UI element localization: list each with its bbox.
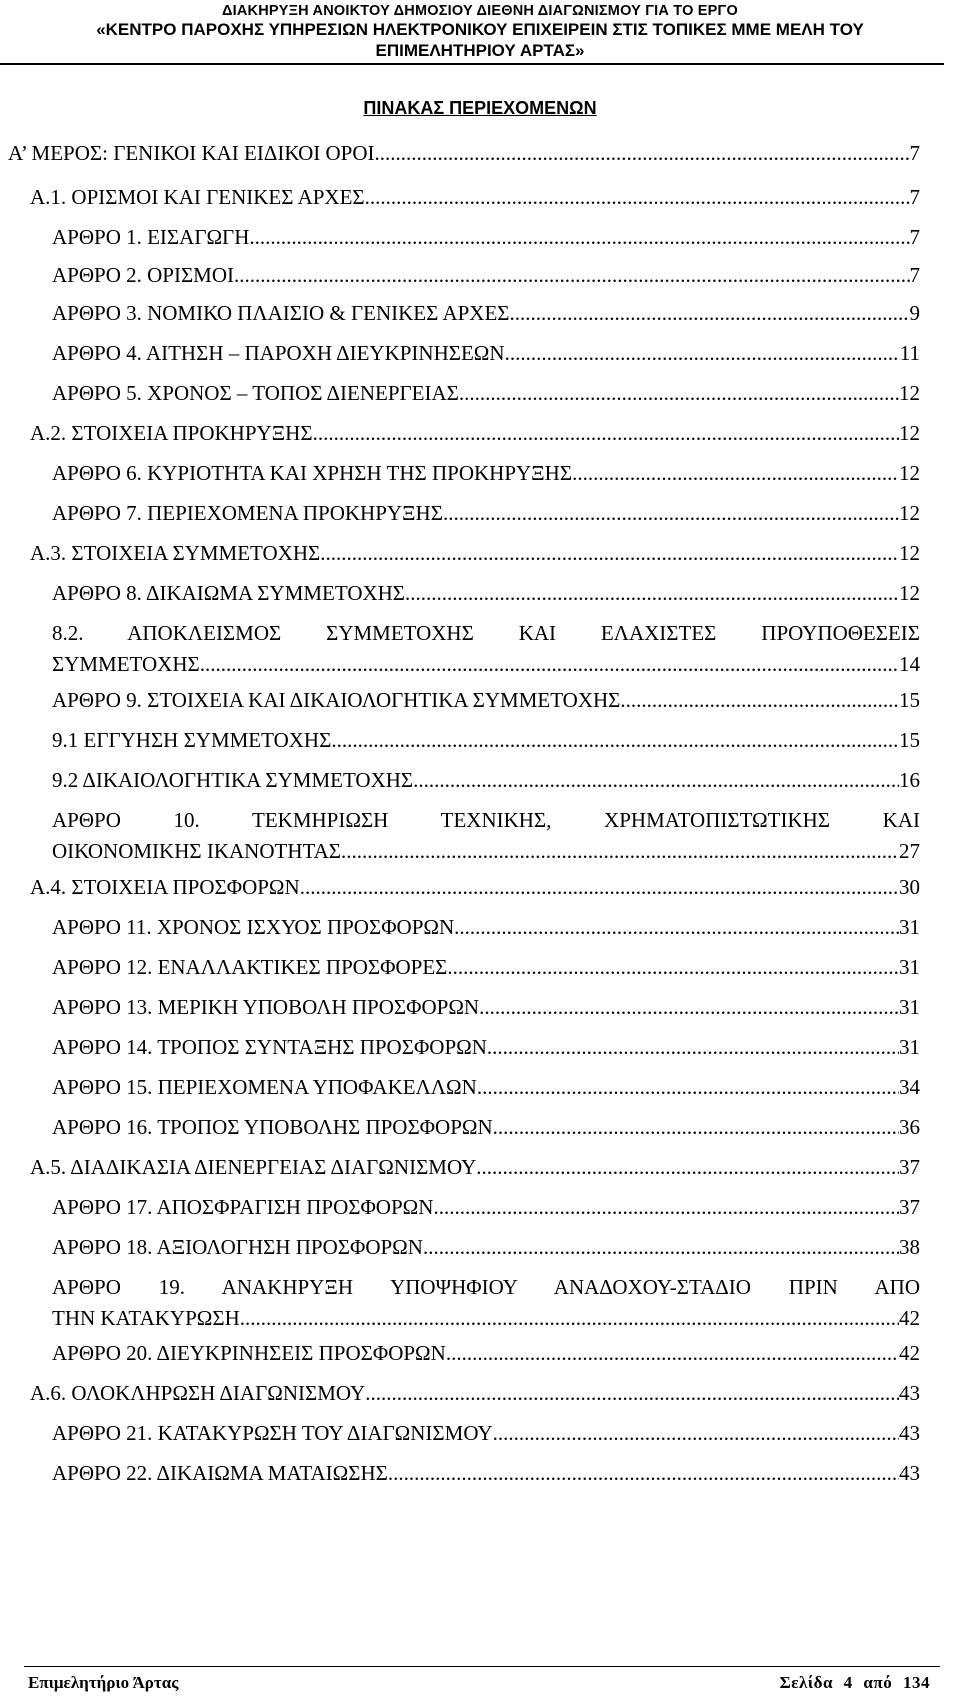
toc-dot-leader xyxy=(459,378,899,409)
toc-entry[interactable] xyxy=(30,538,920,569)
toc-entry-page: 42 xyxy=(899,1306,920,1330)
toc-entry[interactable] xyxy=(52,1032,920,1063)
toc-entry-title: ΑΡΘΡΟ 17. ΑΠΟΣΦΡΑΓΙΣΗ ΠΡΟΣΦΟΡΩΝ xyxy=(52,1195,434,1219)
toc-entry[interactable] xyxy=(52,458,920,489)
toc-entry-title: ΑΡΘΡΟ 3. ΝΟΜΙΚΟ ΠΛΑΙΣΙΟ & ΓΕΝΙΚΕΣ ΑΡΧΕΣ xyxy=(52,301,510,325)
toc-dot-leader xyxy=(365,1378,899,1409)
toc-entry[interactable] xyxy=(30,182,920,213)
toc-entry-page: 37 xyxy=(899,1195,920,1219)
toc-entry-page: 9 xyxy=(909,301,920,325)
toc-entry-title-line-1: ΑΡΘΡΟ 10. ΤΕΚΜΗΡΙΩΣΗ ΤΕΧΝΙΚΗΣ, ΧΡΗΜΑΤΟΠΙΣΤΩΤΙΚΗΣ ΚΑΙ xyxy=(52,808,920,832)
toc-entry-page: 7 xyxy=(909,141,920,165)
toc-entry-title: ΣΥΜΜΕΤΟΧΗΣ xyxy=(52,652,200,676)
toc-entry[interactable] xyxy=(52,952,920,983)
toc-entry[interactable] xyxy=(52,765,920,796)
toc-entry[interactable] xyxy=(30,1378,920,1409)
toc-entry-title: Α.6. ΟΛΟΚΛΗΡΩΣΗ ΔΙΑΓΩΝΙΣΜΟΥ xyxy=(30,1381,366,1405)
toc-entry-page: 12 xyxy=(899,461,920,485)
toc-dot-leader xyxy=(433,1192,899,1223)
header-line-1: ΔΙΑΚΗΡΥΞΗ ΑΝΟΙΚΤΟΥ ΔΗΜΟΣΙΟΥ ΔΙΕΘΝΗ ΔΙΑΓΩΝΙΣΜΟΥ ΓΙΑ ΤΟ ΕΡΓΟ xyxy=(222,3,738,19)
toc-dot-leader xyxy=(447,952,899,983)
toc-dot-leader xyxy=(423,1232,899,1263)
toc-entry-title: 9.2 ΔΙΚΑΙΟΛΟΓΗΤΙΚΑ ΣΥΜΜΕΤΟΧΗΣ xyxy=(52,768,414,792)
toc-entry[interactable] xyxy=(30,418,920,449)
toc-entry[interactable] xyxy=(52,805,920,867)
toc-entry-page: 12 xyxy=(899,581,920,605)
toc-entry-title: ΑΡΘΡΟ 1. ΕΙΣΑΓΩΓΗ xyxy=(52,225,250,249)
toc-entry[interactable] xyxy=(52,1458,920,1489)
toc-dot-leader xyxy=(505,338,900,369)
toc-dot-leader xyxy=(331,725,899,756)
toc-entry-title: ΑΡΘΡΟ 13. ΜΕΡΙΚΗ ΥΠΟΒΟΛΗ ΠΡΟΣΦΟΡΩΝ xyxy=(52,995,480,1019)
toc-entry-title: ΑΡΘΡΟ 16. ΤΡΟΠΟΣ ΥΠΟΒΟΛΗΣ ΠΡΟΣΦΟΡΩΝ xyxy=(52,1115,493,1139)
toc-entry-title: ΑΡΘΡΟ 12. ΕΝΑΛΛΑΚΤΙΚΕΣ ΠΡΟΣΦΟΡΕΣ xyxy=(52,955,448,979)
toc-entry-title: ΑΡΘΡΟ 2. ΟΡΙΣΜΟΙ xyxy=(52,263,234,287)
footer-organization: Επιμελητήριο Άρτας xyxy=(28,1673,179,1692)
toc-entry[interactable] xyxy=(52,1338,920,1369)
toc-entry-title: Α.1. ΟΡΙΣΜΟΙ ΚΑΙ ΓΕΝΙΚΕΣ ΑΡΧΕΣ xyxy=(30,185,365,209)
toc-entry-page: 7 xyxy=(909,263,920,287)
toc-dot-leader xyxy=(572,458,899,489)
toc-entry[interactable] xyxy=(52,992,920,1023)
toc-entry-title: Α.4. ΣΤΟΙΧΕΙΑ ΠΡΟΣΦΟΡΩΝ xyxy=(30,875,300,899)
header-line-3: ΕΠΙΜΕΛΗΤΗΡΙΟΥ ΑΡΤΑΣ» xyxy=(375,41,585,60)
toc-entry-title: Α.5. ΔΙΑΔΙΚΑΣΙΑ ΔΙΕΝΕΡΓΕΙΑΣ ΔΙΑΓΩΝΙΣΜΟΥ xyxy=(30,1155,477,1179)
toc-entry-page: 30 xyxy=(899,875,920,899)
toc-entry-title: Α.2. ΣΤΟΙΧΕΙΑ ΠΡΟΚΗΡΥΞΗΣ xyxy=(30,421,313,445)
toc-dot-leader xyxy=(479,992,899,1023)
footer-page-number: Σελίδα 4 από 134 xyxy=(779,1673,930,1692)
toc-entry[interactable] xyxy=(8,138,920,169)
toc-entry-title: ΑΡΘΡΟ 22. ΔΙΚΑΙΩΜΑ ΜΑΤΑΙΩΣΗΣ xyxy=(52,1461,388,1485)
toc-dot-leader xyxy=(240,1303,899,1334)
toc-entry-title: ΟΙΚΟΝΟΜΙΚΗΣ ΙΚΑΝΟΤΗΤΑΣ xyxy=(52,839,342,863)
toc-entry[interactable] xyxy=(52,578,920,609)
toc-dot-leader xyxy=(388,1458,899,1489)
toc-entry[interactable] xyxy=(52,498,920,529)
toc-entry-page: 37 xyxy=(899,1155,920,1179)
toc-entry-page: 12 xyxy=(899,421,920,445)
toc-entry-page: 27 xyxy=(899,839,920,863)
toc-entry-page: 12 xyxy=(899,381,920,405)
toc-entry-page: 42 xyxy=(899,1341,920,1365)
toc-entry-title: ΑΡΘΡΟ 15. ΠΕΡΙΕΧΟΜΕΝΑ ΥΠΟΦΑΚΕΛΛΩΝ xyxy=(52,1075,477,1099)
toc-dot-leader xyxy=(477,1072,899,1103)
toc-dot-leader xyxy=(300,872,899,903)
toc-entry-title-line-1: ΑΡΘΡΟ 19. ΑΝΑΚΗΡΥΞΗ ΥΠΟΨΗΦΙΟΥ ΑΝΑΔΟΧΟΥ-ΣΤΑΔΙΟ ΠΡΙΝ ΑΠΟ xyxy=(52,1275,920,1299)
toc-dot-leader xyxy=(374,138,909,169)
toc-entry[interactable] xyxy=(52,1192,920,1223)
toc-title: ΠΙΝΑΚΑΣ ΠΕΡΙΕΧΟΜΕΝΩΝ xyxy=(363,98,597,118)
toc-entry-title: ΤΗΝ ΚΑΤΑΚΥΡΩΣΗ xyxy=(52,1306,240,1330)
toc-entry-title: ΑΡΘΡΟ 20. ΔΙΕΥΚΡΙΝΗΣΕΙΣ ΠΡΟΣΦΟΡΩΝ xyxy=(52,1341,446,1365)
toc-entry[interactable] xyxy=(52,912,920,943)
toc-entry-title: ΑΡΘΡΟ 9. ΣΤΟΙΧΕΙΑ ΚΑΙ ΔΙΚΑΙΟΛΟΓΗΤΙΚΑ ΣΥΜΜΕΤΟΧΗΣ xyxy=(52,688,621,712)
toc-entry-page: 31 xyxy=(899,915,920,939)
toc-entry[interactable] xyxy=(52,725,920,756)
toc-dot-leader xyxy=(443,498,899,529)
toc-entry-title: ΑΡΘΡΟ 5. ΧΡΟΝΟΣ – ΤΟΠΟΣ ΔΙΕΝΕΡΓΕΙΑΣ xyxy=(52,381,459,405)
toc-entry[interactable] xyxy=(52,378,920,409)
toc-dot-leader xyxy=(234,260,910,291)
toc-entry[interactable] xyxy=(52,260,920,291)
toc-dot-leader xyxy=(320,538,899,569)
toc-entry-page: 34 xyxy=(899,1075,920,1099)
toc-entry-page: 31 xyxy=(899,995,920,1019)
toc-entry[interactable] xyxy=(52,222,920,253)
toc-entry-title-line-1: 8.2. ΑΠΟΚΛΕΙΣΜΟΣ ΣΥΜΜΕΤΟΧΗΣ ΚΑΙ ΕΛΑΧΙΣΤΕΣ ΠΡΟΥΠΟΘΕΣΕΙΣ xyxy=(52,621,920,645)
toc-dot-leader xyxy=(510,298,910,329)
toc-entry-page: 14 xyxy=(899,652,920,676)
toc-entry[interactable] xyxy=(52,1072,920,1103)
toc-dot-leader xyxy=(365,182,910,213)
toc-entry-title: ΑΡΘΡΟ 18. ΑΞΙΟΛΟΓΗΣΗ ΠΡΟΣΦΟΡΩΝ xyxy=(52,1235,423,1259)
toc-entry-page: 43 xyxy=(899,1461,920,1485)
toc-dot-leader xyxy=(249,222,909,253)
toc-entry-page: 7 xyxy=(909,185,920,209)
toc-entry-page: 16 xyxy=(899,768,920,792)
toc-entry[interactable] xyxy=(30,872,920,903)
toc-dot-leader xyxy=(200,649,899,680)
toc-entry-page: 7 xyxy=(909,225,920,249)
toc-entry-title: ΑΡΘΡΟ 7. ΠΕΡΙΕΧΟΜΕΝΑ ΠΡΟΚΗΡΥΞΗΣ xyxy=(52,501,443,525)
toc-dot-leader xyxy=(405,578,899,609)
toc-entry-title: Α’ ΜΕΡΟΣ: ΓΕΝΙΚΟΙ ΚΑΙ ΕΙΔΙΚΟΙ ΟΡΟΙ xyxy=(8,141,375,165)
toc-dot-leader xyxy=(620,685,899,716)
toc-entry-page: 31 xyxy=(899,1035,920,1059)
toc-dot-leader xyxy=(487,1032,899,1063)
toc-entry-page: 11 xyxy=(899,341,920,365)
toc-entry-page: 15 xyxy=(899,688,920,712)
toc-entry-page: 12 xyxy=(899,541,920,565)
toc-entry[interactable] xyxy=(52,1272,920,1334)
toc-entry-title: ΑΡΘΡΟ 6. ΚΥΡΙΟΤΗΤΑ ΚΑΙ ΧΡΗΣΗ ΤΗΣ ΠΡΟΚΗΡΥΞΗΣ xyxy=(52,461,573,485)
toc-entry[interactable] xyxy=(30,1152,920,1183)
toc-dot-leader xyxy=(454,912,899,943)
toc-dot-leader xyxy=(476,1152,899,1183)
toc-entry-title: ΑΡΘΡΟ 14. ΤΡΟΠΟΣ ΣΥΝΤΑΞΗΣ ΠΡΟΣΦΟΡΩΝ xyxy=(52,1035,487,1059)
toc-entry[interactable] xyxy=(52,298,920,329)
footer-rule xyxy=(24,1666,940,1667)
toc-dot-leader xyxy=(493,1418,899,1449)
toc-dot-leader xyxy=(446,1338,899,1369)
toc-entry-page: 43 xyxy=(899,1421,920,1445)
toc-entry[interactable] xyxy=(52,1112,920,1143)
toc-dot-leader xyxy=(413,765,899,796)
toc-entry-title: ΑΡΘΡΟ 11. ΧΡΟΝΟΣ ΙΣΧΥΟΣ ΠΡΟΣΦΟΡΩΝ xyxy=(52,915,455,939)
toc-entry-title: Α.3. ΣΤΟΙΧΕΙΑ ΣΥΜΜΕΤΟΧΗΣ xyxy=(30,541,321,565)
toc-entry-page: 12 xyxy=(899,501,920,525)
toc-entry-page: 38 xyxy=(899,1235,920,1259)
toc-dot-leader xyxy=(313,418,899,449)
toc-entry-page: 31 xyxy=(899,955,920,979)
toc-entry-page: 43 xyxy=(899,1381,920,1405)
toc-entry[interactable] xyxy=(52,1418,920,1449)
toc-entry-page: 15 xyxy=(899,728,920,752)
header-line-2: «ΚΕΝΤΡΟ ΠΑΡΟΧΗΣ ΥΠΗΡΕΣΙΩΝ ΗΛΕΚΤΡΟΝΙΚΟΥ ΕΠΙΧΕΙΡΕΙΝ ΣΤΙΣ ΤΟΠΙΚΕΣ ΜΜΕ ΜΕΛΗ ΤΟΥ xyxy=(96,20,864,39)
toc-entry[interactable] xyxy=(52,618,920,680)
toc-entry-title: ΑΡΘΡΟ 8. ΔΙΚΑΙΩΜΑ ΣΥΜΜΕΤΟΧΗΣ xyxy=(52,581,406,605)
toc-entry[interactable] xyxy=(52,1232,920,1263)
toc-dot-leader xyxy=(493,1112,899,1143)
toc-dot-leader xyxy=(341,836,899,867)
toc-entry-title: ΑΡΘΡΟ 21. ΚΑΤΑΚΥΡΩΣΗ ΤΟΥ ΔΙΑΓΩΝΙΣΜΟΥ xyxy=(52,1421,493,1445)
toc-entry-page: 36 xyxy=(899,1115,920,1139)
toc-entry-title: 9.1 ΕΓΓΥΗΣΗ ΣΥΜΜΕΤΟΧΗΣ xyxy=(52,728,332,752)
toc-entry-title: ΑΡΘΡΟ 4. ΑΙΤΗΣΗ – ΠΑΡΟΧΗ ΔΙΕΥΚΡΙΝΗΣΕΩΝ xyxy=(52,341,505,365)
toc-entry[interactable] xyxy=(52,685,920,716)
toc-entry[interactable] xyxy=(52,338,920,369)
